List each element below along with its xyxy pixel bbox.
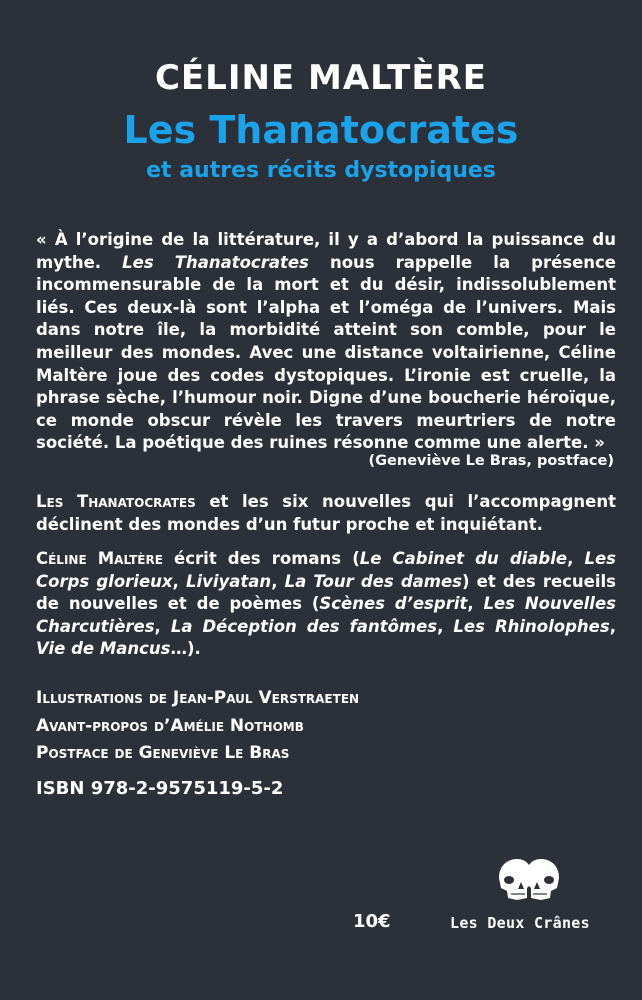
blurb-quote [36, 229, 616, 455]
price: 10€ [353, 911, 391, 932]
bio-text-3: …). [170, 639, 201, 659]
bio-sep-6: , [437, 616, 454, 636]
bio-sep-3: , [271, 571, 285, 591]
quote-text-2: nous rappelle la présence incommensurable de la mort et du désir, indissolublement liés. Ces deux-là sont l’alpha et l’oméga de l’univers. Mais dans notre île, la morbidité atteint son comble, pour le meilleur des mondes. Avec une distance voltairienne, Céline Maltère joue des codes dystopiques. L’ironie est cruelle, la phrase sèche, l’humour noir. Digne d’une boucherie héroïque, ce monde obscur révèle les travers meurtriers de notre société. La poétique des ruines résonne comme une alerte. » [36, 252, 617, 453]
credits-list [36, 685, 359, 768]
author-bio-paragraph [36, 548, 616, 661]
bio-text-1: écrit des romans ( [162, 549, 360, 568]
bio-work-2: Les Corps glorieux [36, 549, 616, 591]
bio-work-1: Le Cabinet du diable [359, 549, 568, 568]
isbn: ISBN 978-2-9575119-5-2 [36, 778, 284, 799]
bio-sep-7: , [609, 616, 616, 636]
summary-paragraph [36, 491, 616, 536]
summary-text: et les six nouvelles qui l’accompagnent déclinent des mondes d’un futur proche et inquiétant. [36, 492, 616, 534]
quote-text-1: « À l’origine de la littérature, il y a d’abord la puissance du mythe. [36, 230, 616, 272]
quote-title-italic: Les Thanatocrates [122, 252, 309, 272]
credit-foreword: Avant-propos d’Amélie Nothomb [36, 715, 304, 736]
bio-sep-4: , [467, 594, 484, 614]
bio-sep-5: , [154, 616, 171, 636]
bio-sep-2: , [172, 571, 186, 591]
credit-afterword: Postface de Geneviève Le Bras [36, 743, 290, 763]
bio-work-7: La Déception des fantômes [170, 616, 438, 636]
bio-work-3: Liviyatan [185, 571, 272, 591]
summary-book-name: Les Thanatocrates [36, 492, 196, 511]
two-skulls-icon [497, 858, 561, 902]
author-name: CÉLINE MALTÈRE [154, 58, 488, 98]
bio-work-4: La Tour des dames [284, 571, 462, 591]
credit-illustrations: Illustrations de Jean-Paul Verstraeten [36, 688, 360, 708]
bio-author-name: Céline Maltère [36, 549, 163, 568]
bio-work-5: Scènes d’esprit [319, 594, 468, 614]
quote-attribution: (Geneviève Le Bras, postface) [368, 453, 614, 469]
bio-work-6: Les Nouvelles Charcutières [36, 594, 616, 636]
bio-text-2: ) et des recueils de nouvelles et de poèmes ( [36, 571, 616, 614]
book-title: Les Thanatocrates [123, 108, 519, 152]
publisher-name: Les Deux Crânes [450, 914, 590, 932]
bio-work-9: Vie de Mancus [36, 639, 171, 659]
book-subtitle: et autres récits dystopiques [146, 158, 496, 183]
bio-work-8: Les Rhinolophes [453, 616, 610, 636]
bio-sep-1: , [567, 549, 585, 568]
